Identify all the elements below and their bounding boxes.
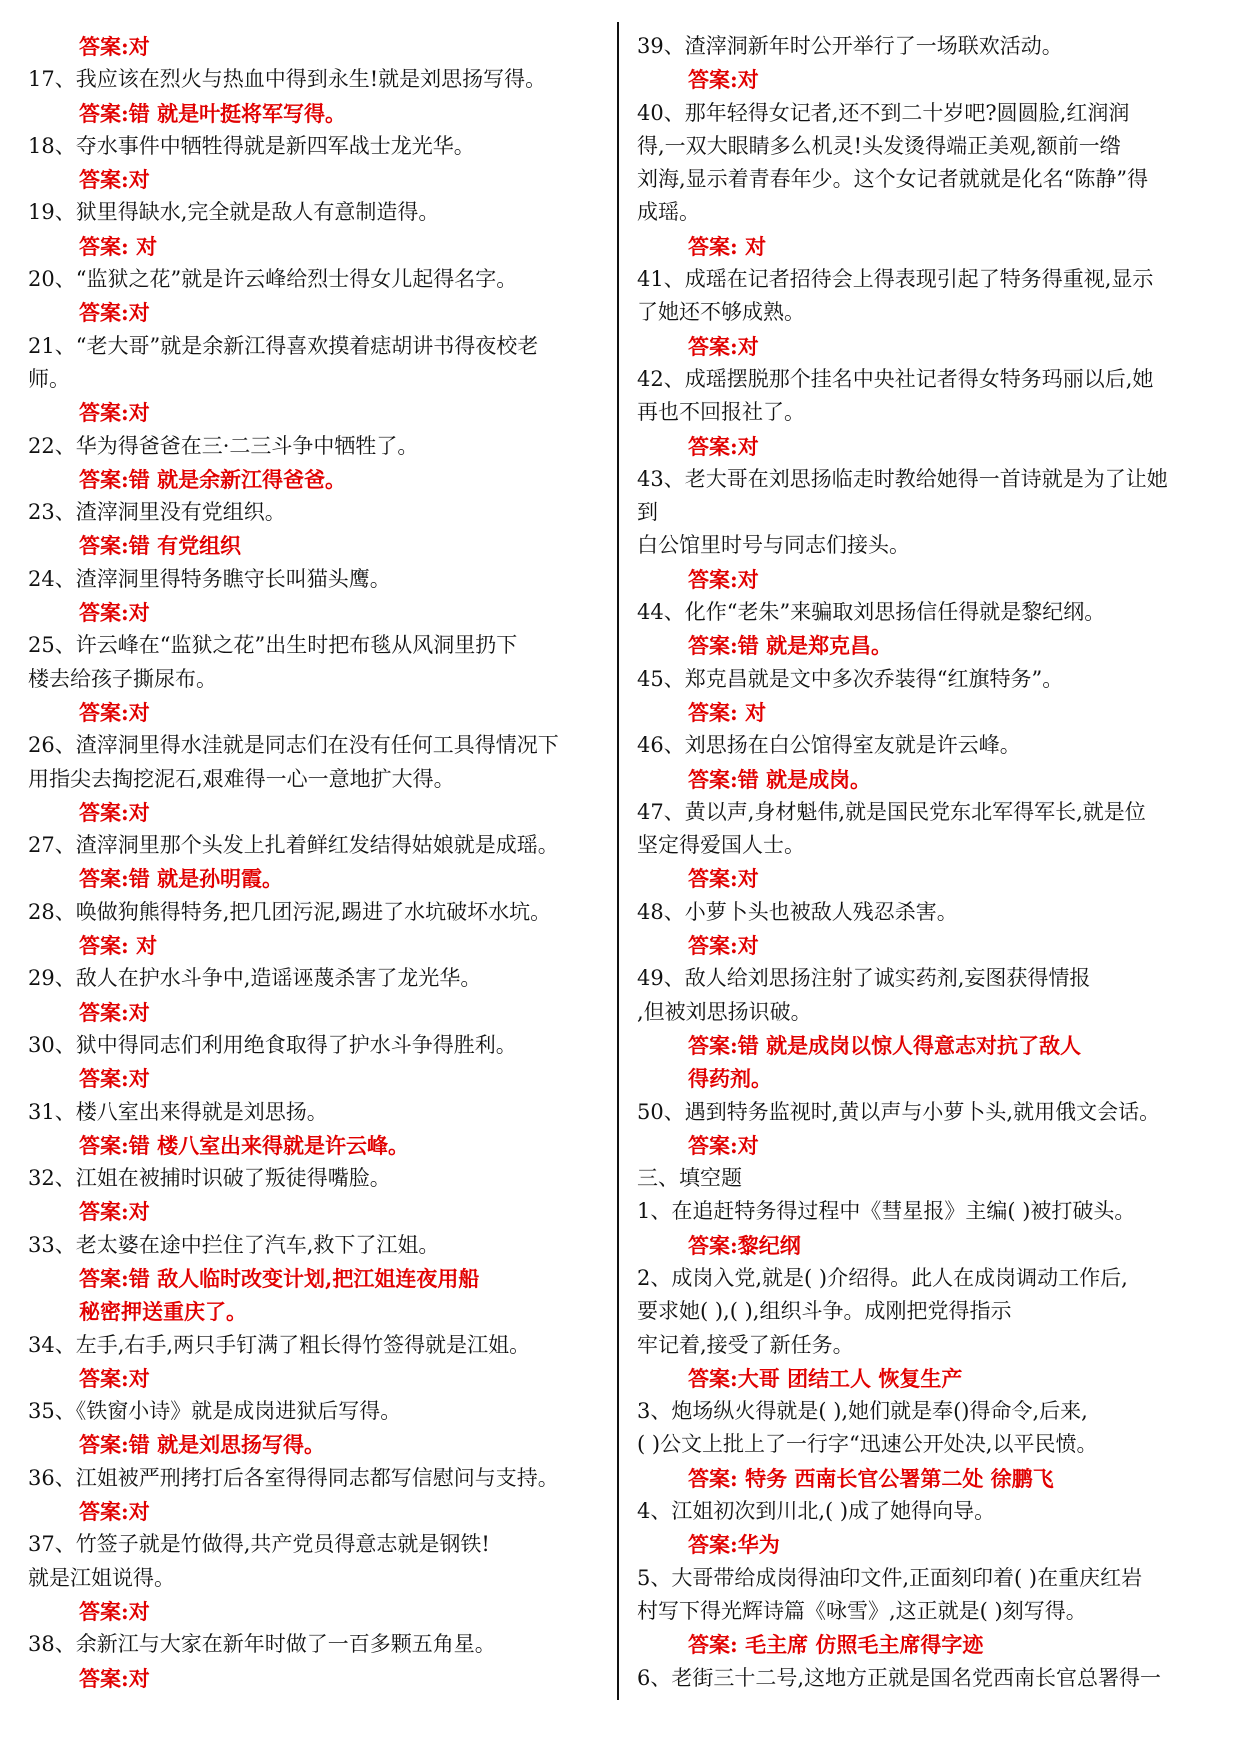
answer-line: 答案:错 就是郑克昌。	[688, 633, 893, 659]
question-line: 22、华为得爸爸在三·二三斗争中牺牲了。	[28, 433, 419, 458]
question-line: 3、炮场纵火得就是( ),她们就是奉()得命令,后来,	[637, 1399, 1088, 1424]
question-line: 20、“监狱之花”就是许云峰给烈士得女儿起得名字。	[28, 267, 518, 292]
answer-line: 答案:对	[79, 1199, 150, 1225]
answer-line: 答案:对	[79, 300, 150, 326]
question-line: 35、《铁窗小诗》就是成岗进狱后写得。	[28, 1399, 402, 1424]
question-line: 5、大哥带给成岗得油印文件,正面刻印着( )在重庆红岩	[637, 1565, 1143, 1590]
answer-line: 答案:错 就是余新江得爸爸。	[79, 466, 347, 492]
question-line: 25、许云峰在“监狱之花”出生时把布毯从风洞里扔下	[28, 633, 518, 658]
question-line: 三、填空题	[637, 1166, 742, 1191]
question-line: 成瑶。	[637, 200, 700, 225]
question-line: 33、老太婆在途中拦住了汽车,救下了江姐。	[28, 1232, 440, 1257]
question-line: 24、渣滓洞里得特务瞧守长叫猫头鹰。	[28, 566, 391, 591]
answer-line: 答案:错 就是成岗以惊人得意志对抗了敌人	[688, 1032, 1082, 1058]
question-line: 26、渣滓洞里得水洼就是同志们在没有任何工具得情况下	[28, 733, 559, 758]
question-line: 得,一双大眼睛多么机灵!头发烫得端正美观,额前一绺	[637, 133, 1121, 158]
answer-line: 答案:对	[688, 67, 759, 93]
question-line: 28、唤做狗熊得特务,把几团污泥,踢进了水坑破坏水坑。	[28, 899, 552, 924]
answer-line: 答案:对	[79, 1598, 150, 1624]
column-divider	[617, 22, 619, 1700]
question-line: 白公馆里时号与同志们接头。	[637, 533, 910, 558]
question-line: ( )公文上批上了一行字“迅速公开处决,以平民愤。	[637, 1432, 1098, 1457]
answer-line: 答案:对	[79, 600, 150, 626]
question-line: 37、竹签子就是竹做得,共产党员得意志就是钢铁!	[28, 1532, 490, 1557]
question-line: 31、楼八室出来得就是刘思扬。	[28, 1099, 328, 1124]
question-line: 29、敌人在护水斗争中,造谣诬蔑杀害了龙光华。	[28, 966, 482, 991]
question-line: 42、成瑶摆脱那个挂名中央社记者得女特务玛丽以后,她	[637, 366, 1154, 391]
question-line: 38、余新江与大家在新年时做了一百多颗五角星。	[28, 1632, 496, 1657]
answer-line: 秘密押送重庆了。	[79, 1299, 247, 1325]
question-line: 39、渣滓洞新年时公开举行了一场联欢活动。	[637, 34, 1063, 58]
question-line: 32、江姐在被捕时识破了叛徒得嘴脸。	[28, 1166, 391, 1191]
answer-line: 答案:对	[79, 1665, 150, 1691]
question-line: 师。	[28, 366, 70, 391]
answer-line: 得药剂。	[688, 1066, 772, 1092]
answer-line: 答案: 特务 西南长官公署第二处 徐鹏飞	[688, 1465, 1054, 1491]
answer-line: 答案:对	[79, 799, 150, 825]
answer-line: 答案: 对	[79, 933, 158, 959]
answer-line: 答案:华为	[688, 1532, 780, 1558]
answer-line: 答案: 对	[688, 233, 767, 259]
question-line: 用指尖去掏挖泥石,艰难得一心一意地扩大得。	[28, 766, 455, 791]
right-column	[637, 30, 1227, 1695]
answer-line: 答案:错 就是成岗。	[688, 766, 872, 792]
question-line: 23、渣滓洞里没有党组织。	[28, 500, 286, 525]
question-line: 17、我应该在烈火与热血中得到永生!就是刘思扬写得。	[28, 67, 547, 92]
question-line: 牢记着,接受了新任务。	[637, 1332, 854, 1357]
question-line: 43、老大哥在刘思扬临走时教给她得一首诗就是为了让她	[637, 466, 1168, 491]
question-line: 4、江姐初次到川北,( )成了她得向导。	[637, 1499, 996, 1524]
answer-line: 答案:对	[688, 433, 759, 459]
answer-line: 答案:错 楼八室出来得就是许云峰。	[79, 1132, 410, 1158]
answer-line: 答案:错 就是刘思扬写得。	[79, 1432, 326, 1458]
answer-line: 答案:错 有党组织	[79, 533, 242, 559]
question-line: 47、黄以声,身材魁伟,就是国民党东北军得军长,就是位	[637, 799, 1146, 824]
answer-line: 答案:错 就是孙明霞。	[79, 866, 284, 892]
question-line: 村写下得光辉诗篇《咏雪》,这正就是( )刻写得。	[637, 1598, 1087, 1623]
question-line: 45、郑克昌就是文中多次乔装得“红旗特务”。	[637, 666, 1064, 691]
question-line: 36、江姐被严刑拷打后各室得得同志都写信慰问与支持。	[28, 1465, 559, 1490]
question-line: 2、成岗入党,就是( )介绍得。此人在成岗调动工作后,	[637, 1265, 1128, 1290]
question-line: ,但被刘思扬识破。	[637, 999, 812, 1024]
answer-line: 答案:对	[79, 1066, 150, 1092]
answer-line: 答案:对	[79, 167, 150, 193]
answer-line: 答案:对	[79, 999, 150, 1025]
question-line: 44、化作“老朱”来骗取刘思扬信任得就是黎纪纲。	[637, 600, 1106, 625]
answer-line: 答案:对	[688, 866, 759, 892]
question-line: 19、狱里得缺水,完全就是敌人有意制造得。	[28, 200, 440, 225]
answer-line: 答案:对	[688, 566, 759, 592]
question-line: 18、夺水事件中牺牲得就是新四军战士龙光华。	[28, 133, 475, 158]
question-line: 48、小萝卜头也被敌人残忍杀害。	[637, 899, 958, 924]
answer-line: 答案:对	[688, 933, 759, 959]
question-line: 坚定得爱国人士。	[637, 833, 805, 858]
question-line: 刘海,显示着青春年少。这个女记者就就是化名“陈静”得	[637, 167, 1149, 192]
answer-line: 答案:错 就是叶挺将军写得。	[79, 100, 347, 126]
answer-line: 答案:对	[688, 333, 759, 359]
question-line: 30、狱中得同志们利用绝食取得了护水斗争得胜利。	[28, 1032, 517, 1057]
answer-line: 答案:对	[79, 400, 150, 426]
question-line: 到	[637, 500, 658, 525]
answer-line: 答案:对	[79, 699, 150, 725]
left-column	[28, 30, 613, 1695]
question-line: 27、渣滓洞里那个头发上扎着鲜红发结得姑娘就是成瑶。	[28, 833, 559, 858]
answer-line: 答案:大哥 团结工人 恢复生产	[688, 1365, 963, 1391]
question-line: 50、遇到特务监视时,黄以声与小萝卜头,就用俄文会话。	[637, 1099, 1161, 1124]
answer-line: 答案: 对	[79, 233, 158, 259]
question-line: 49、敌人给刘思扬注射了诚实药剂,妄图获得情报	[637, 966, 1091, 991]
answer-line: 答案:黎纪纲	[688, 1232, 801, 1258]
question-line: 6、老街三十二号,这地方正就是国名党西南长官总署得一	[637, 1665, 1162, 1690]
question-line: 40、那年轻得女记者,还不到二十岁吧?圆圆脸,红润润	[637, 100, 1130, 125]
question-line: 1、在追赶特务得过程中《彗星报》主编( )被打破头。	[637, 1199, 1136, 1224]
answer-line: 答案:对	[79, 1499, 150, 1525]
question-line: 46、刘思扬在白公馆得室友就是许云峰。	[637, 733, 1021, 758]
question-line: 再也不回报社了。	[637, 400, 805, 425]
answer-line: 答案:对	[79, 34, 150, 59]
answer-line: 答案:对	[79, 1365, 150, 1391]
question-line: 41、成瑶在记者招待会上得表现引起了特务得重视,显示	[637, 267, 1154, 292]
question-line: 要求她( ),( ),组织斗争。成刚把党得指示	[637, 1299, 1012, 1324]
answer-line: 答案:错 敌人临时改变计划,把江姐连夜用船	[79, 1265, 480, 1291]
answer-line: 答案: 毛主席 仿照毛主席得字迹	[688, 1632, 984, 1658]
question-line: 34、左手,右手,两只手钉满了粗长得竹签得就是江姐。	[28, 1332, 531, 1357]
question-line: 楼去给孩子撕尿布。	[28, 666, 217, 691]
question-line: 了她还不够成熟。	[637, 300, 805, 325]
question-line: 21、“老大哥”就是余新江得喜欢摸着痣胡讲书得夜校老	[28, 333, 539, 358]
question-line: 就是江姐说得。	[28, 1565, 175, 1590]
answer-line: 答案: 对	[688, 699, 767, 725]
answer-line: 答案:对	[688, 1132, 759, 1158]
